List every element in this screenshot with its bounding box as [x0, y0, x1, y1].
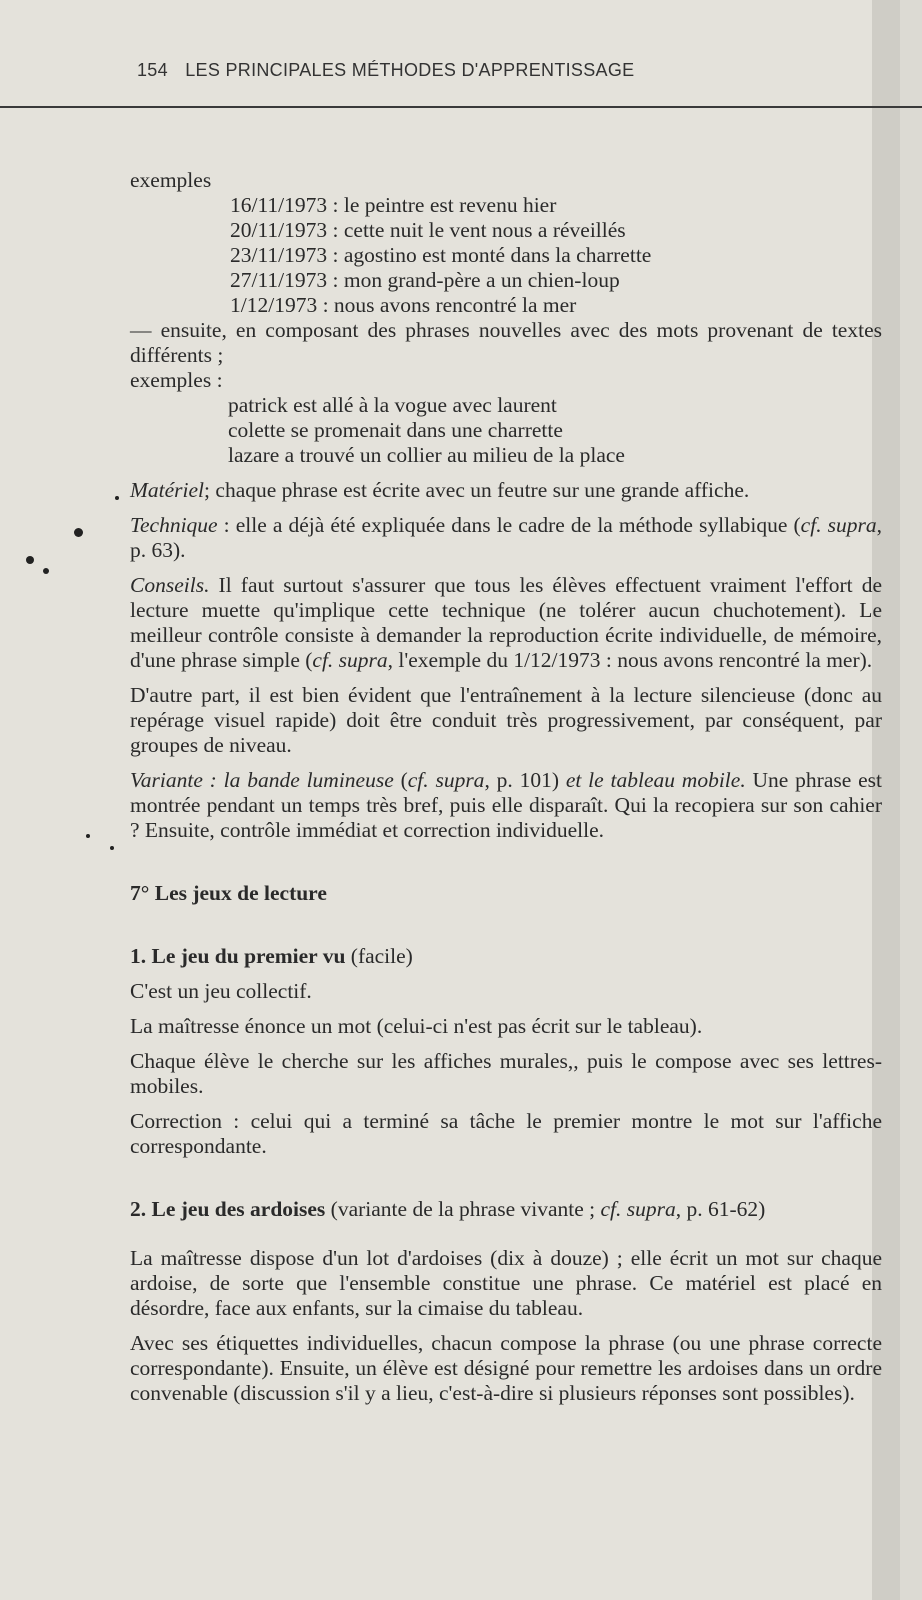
- list-item: 27/11/1973 : mon grand-père a un chien-loup: [230, 268, 620, 292]
- page-body: [130, 168, 882, 1406]
- page-number: 154: [137, 60, 168, 80]
- conseils-label: Conseils.: [130, 573, 210, 597]
- scan-speck: [115, 496, 119, 500]
- game1-paragraph: Correction : celui qui a terminé sa tâche le premier montre le mot sur l'affiche correspondante.: [130, 1109, 882, 1158]
- list-item: patrick est allé à la vogue avec laurent: [228, 393, 557, 417]
- example-sentences-list: [130, 393, 882, 468]
- examples-label-2: exemples :: [130, 368, 223, 392]
- section-heading: 7° Les jeux de lecture: [130, 881, 327, 905]
- ensuite-paragraph: — ensuite, en composant des phrases nouvelles avec des mots provenant de textes différents ;: [130, 318, 882, 367]
- scan-speck: [86, 834, 90, 838]
- technique-label: Technique: [130, 513, 218, 537]
- list-item: 16/11/1973 : le peintre est revenu hier: [230, 193, 557, 217]
- materiel-label: Matériel: [130, 478, 205, 502]
- list-item: 23/11/1973 : agostino est monté dans la charrette: [230, 243, 652, 267]
- game2-title: 2. Le jeu des ardoises (variante de la phrase vivante ; cf. supra, p. 61-62): [130, 1197, 766, 1221]
- game1-paragraph: Chaque élève le cherche sur les affiches murales,, puis le compose avec ses lettres-mobiles.: [130, 1049, 882, 1098]
- header-rule: [0, 106, 922, 108]
- scan-speck: [110, 846, 114, 850]
- running-header: [137, 60, 634, 81]
- game1-title: 1. Le jeu du premier vu (facile): [130, 944, 413, 968]
- scan-speck: [74, 528, 83, 537]
- variante-label: Variante : la bande lumineuse: [130, 768, 394, 792]
- scan-speck: [26, 556, 34, 564]
- conseils-paragraph: Conseils. Il faut surtout s'assurer que tous les élèves effectuent vraiment l'effort de lecture muette qu'implique cette technique (ne tolérer aucun chuchotement). Le meilleur contrôle consiste à demander la reproduction écrite individuelle, de mémoire, d'une phrase simple (cf. supra, l'exemple du 1/12/1973 : nous avons rencontré la mer).: [130, 573, 882, 672]
- game2-paragraph: Avec ses étiquettes individuelles, chacun compose la phrase (ou une phrase correcte correspondante). Ensuite, un élève est désigné pour remettre les ardoises dans un ordre convenable (discussion s'il y a lieu, c'est-à-dire si plusieurs réponses sont possibles).: [130, 1331, 882, 1405]
- list-item: 20/11/1973 : cette nuit le vent nous a réveillés: [230, 218, 626, 242]
- scan-speck: [43, 568, 49, 574]
- list-item: 1/12/1973 : nous avons rencontré la mer: [230, 293, 577, 317]
- examples-label: exemples: [130, 168, 212, 192]
- materiel-paragraph: Matériel; chaque phrase est écrite avec un feutre sur une grande affiche.: [130, 478, 750, 502]
- game1-paragraph: C'est un jeu collectif.: [130, 979, 312, 1003]
- game2-paragraph: La maîtresse dispose d'un lot d'ardoises (dix à douze) ; elle écrit un mot sur chaque ardoise, de sorte que l'ensemble constitue une phrase. Ce matériel est placé en désordre, face aux enfants, sur la cimaise du tableau.: [130, 1246, 882, 1320]
- game1-paragraph: La maîtresse énonce un mot (celui-ci n'est pas écrit sur le tableau).: [130, 1014, 703, 1038]
- dated-sentences-list: [130, 193, 882, 318]
- list-item: colette se promenait dans une charrette: [228, 418, 563, 442]
- autre-part-paragraph: D'autre part, il est bien évident que l'entraînement à la lecture silencieuse (donc au repérage visuel rapide) doit être conduit très progressivement, par conséquent, par groupes de niveau.: [130, 683, 882, 757]
- variante-paragraph: Variante : la bande lumineuse (cf. supra, p. 101) et le tableau mobile. Une phrase est montrée pendant un temps très bref, puis elle disparaît. Qui la recopiera sur son cahier ? Ensuite, contrôle immédiat et correction individuelle.: [130, 768, 882, 842]
- list-item: lazare a trouvé un collier au milieu de la place: [228, 443, 625, 467]
- running-title: LES PRINCIPALES MÉTHODES D'APPRENTISSAGE: [185, 60, 635, 80]
- technique-paragraph: Technique : elle a déjà été expliquée dans le cadre de la méthode syllabique (cf. supra, p. 63).: [130, 513, 883, 562]
